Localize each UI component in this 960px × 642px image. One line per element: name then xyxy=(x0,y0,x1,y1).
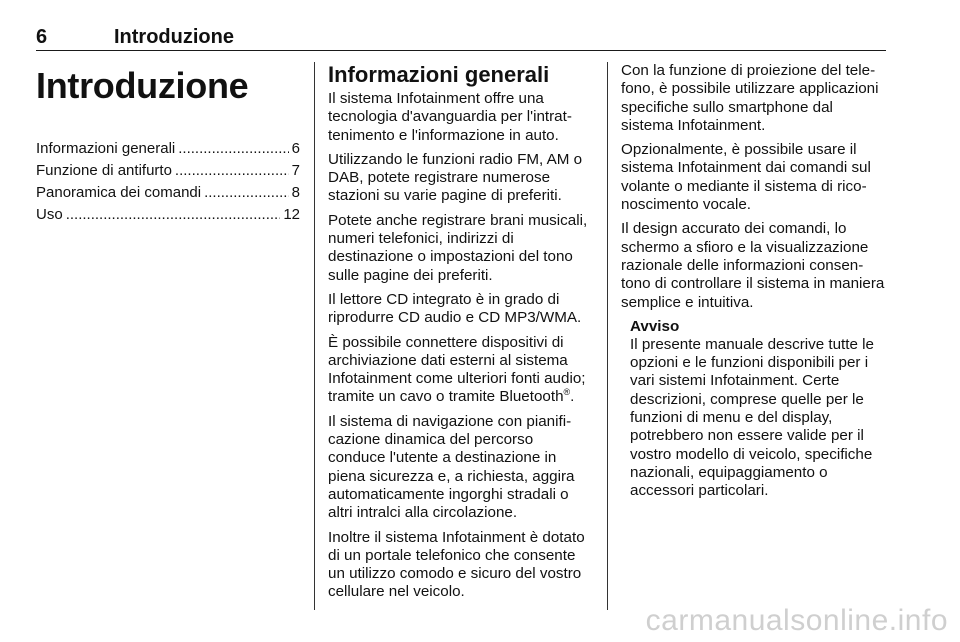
section-title: Informazioni generali xyxy=(328,62,550,87)
body-paragraph: Potete anche registrare brani musicali, numeri telefonici, indirizzi di destinazione o impostazioni del tono sulle pagine dei preferiti. xyxy=(328,211,588,284)
toc-item-uso[interactable] xyxy=(36,204,300,226)
body-paragraph: Il sistema Infotainment offre una tecnologia d'avanguardia per l'intrattenimento e l'informazione in auto. xyxy=(328,90,572,144)
toc-item-funzione-antifurto[interactable] xyxy=(36,160,300,182)
page-number: 6 xyxy=(36,26,48,48)
note-title: Avviso xyxy=(630,317,680,335)
toc-label: Panoramica dei comandi xyxy=(36,184,202,201)
toc-item-panoramica-comandi[interactable] xyxy=(36,182,300,204)
column-divider-left xyxy=(314,62,315,610)
body-paragraph: Utilizzando le funzioni radio FM, AM o DAB, potete registrare numerose stazioni su varie pagine di preferiti. xyxy=(328,150,583,205)
toc-label: Uso xyxy=(36,206,63,223)
toc-label: Funzione di antifurto xyxy=(36,162,172,179)
body-paragraph: Opzionalmente, è possibile usare il sistema Infotainment dai comandi sul volante o mediante il sistema di riconoscimento vocale. xyxy=(621,141,871,214)
paragraph-end: . xyxy=(570,388,575,406)
body-paragraph-bluetooth xyxy=(328,334,594,407)
toc-leader-dots xyxy=(204,182,289,204)
body-column-right xyxy=(621,62,887,501)
body-column-middle xyxy=(328,62,594,608)
toc-page: 6 xyxy=(291,140,300,157)
toc-page: 8 xyxy=(291,184,300,201)
body-paragraph: Il lettore CD integrato è in grado di riprodurre CD audio e CD MP3/WMA. xyxy=(328,290,582,327)
toc-page: 7 xyxy=(291,162,300,179)
column-divider-right xyxy=(607,62,608,610)
table-of-contents xyxy=(36,138,300,226)
toc-leader-dots xyxy=(178,138,288,160)
running-header-title: Introduzione xyxy=(114,26,234,48)
note-text: Il presente manuale descrive tutte le opzioni e le funzioni disponibili per i vari sistemi Infotainment. Certe descrizioni, comprese quelle per le funzioni di menu e del display, potrebbero non essere valide per il vostro modello di veicolo, specifiche nazionali, equipaggiamento o accessori particolari. xyxy=(630,335,874,500)
body-paragraph: Il design accurato dei comandi, lo schermo a sfioro e la visualizzazione razionale delle informazioni consentono di controllare il sistema in maniera semplice e intuitiva. xyxy=(621,220,885,311)
paragraph-text: È possibile connettere dispositivi di archiviazione dati esterni al sistema Infotainment come ulteriori fonti audio; tramite un cavo o tramite Bluetooth xyxy=(328,333,586,406)
toc-label: Informazioni generali xyxy=(36,140,176,157)
toc-leader-dots xyxy=(66,204,281,226)
toc-item-informazioni-generali[interactable] xyxy=(36,138,300,160)
note-box xyxy=(630,318,887,501)
page-header xyxy=(36,20,886,51)
registered-mark: ® xyxy=(563,387,571,398)
toc-page: 12 xyxy=(283,206,300,223)
body-paragraph: Inoltre il sistema Infotainment è dotato di un portale telefonico che consente un utilizzo comodo e sicuro del vostro cellulare nel veicolo. xyxy=(328,528,585,601)
watermark: carmanualsonline.info xyxy=(645,604,948,637)
chapter-title: Introduzione xyxy=(36,65,249,106)
toc-leader-dots xyxy=(175,160,289,182)
body-paragraph: Con la funzione di proiezione del telefono, è possibile utilizzare applicazioni specifiche sullo smartphone dal sistema Infotainment. xyxy=(621,62,879,134)
toc-column xyxy=(36,62,300,226)
body-paragraph: Il sistema di navigazione con pianificazione dinamica del percorso conduce l'utente a destinazione in piena sicurezza e, a richiesta, aggira automaticamente ingorghi stradali o altri intralci alla circolazione. xyxy=(328,412,575,522)
